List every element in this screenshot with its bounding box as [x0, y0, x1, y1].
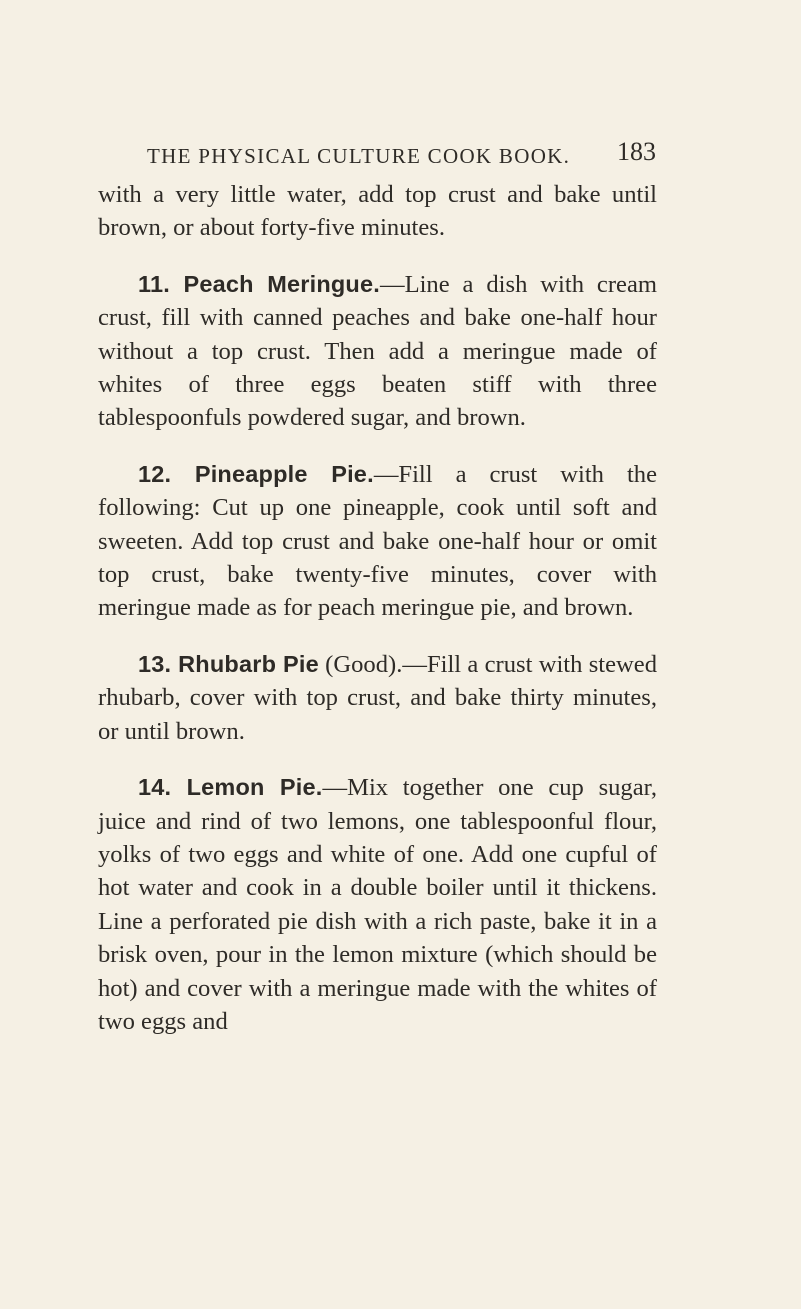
recipe-text: —Line a dish with cream crust, fill with canned peaches and bake one-half hour without a top crust. Then add a meringue made of whites of three eggs beaten stiff with three tablespoonfuls powdered sugar, and brown.: [98, 270, 657, 432]
recipe-text: (Good).—Fill a crust with stewed rhubarb, cover with top crust, and bake thirty minutes, or until brown.: [98, 650, 658, 745]
recipe-paragraph-lemon-pie: [98, 771, 657, 1038]
running-head: [147, 137, 656, 172]
recipe-paragraph-peach-meringue: [98, 268, 657, 435]
recipe-title: 14. Lemon Pie.: [138, 774, 323, 801]
recipe-text: —Fill a crust with the following: Cut up one pineapple, cook until soft and sweeten. Add top crust and bake one-half hour or omit top crust, bake twenty-five minutes, cover with meringue made as for peach meringue pie, and brown.: [98, 460, 658, 622]
page-number: 183: [617, 137, 656, 166]
running-title: THE PHYSICAL CULTURE COOK BOOK.: [147, 144, 571, 168]
continuation-paragraph: with a very little water, add top crust and bake until brown, or about forty-five minutes.: [98, 181, 657, 242]
body-text: [98, 178, 657, 1061]
recipe-title: 12. Pineapple Pie.: [138, 460, 374, 487]
recipe-text: —Mix together one cup sugar, juice and rind of two lemons, one tablespoonful flour, yolks of two eggs and white of one. Add one cupful of hot water and cook in a double boiler until it thickens. Line a perforated pie dish with a rich paste, bake it in a brisk oven, pour in the lemon mixture (which should be hot) and cover with a meringue made with the whites of two eggs and: [98, 774, 657, 1035]
recipe-title: 11. Peach Meringue.: [138, 270, 380, 297]
recipe-paragraph-pineapple-pie: [98, 458, 657, 625]
recipe-title: 13. Rhubarb Pie: [138, 650, 319, 677]
recipe-paragraph-rhubarb-pie: [98, 648, 657, 748]
